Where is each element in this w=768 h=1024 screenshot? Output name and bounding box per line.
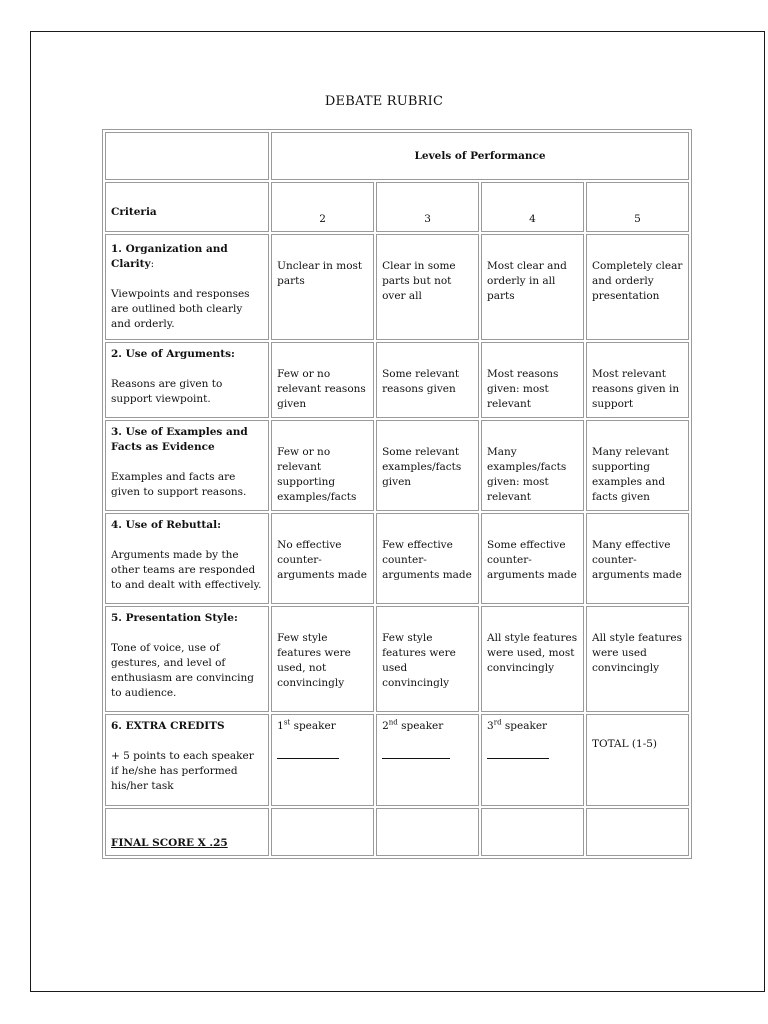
rubric-cell: Few effective counter-arguments made (376, 513, 479, 604)
extra-credits-cell (105, 714, 269, 806)
criterion-cell (105, 234, 269, 340)
speaker-label: speaker (401, 720, 444, 732)
speaker-ordinal: nd (388, 718, 398, 727)
rubric-cell: Some relevant reasons given (376, 342, 479, 418)
table-row (105, 606, 689, 712)
rubric-cell: Few or no relevant reasons given (271, 342, 374, 418)
level-5-header: 5 (586, 182, 689, 232)
criterion-title: 4. Use of Rebuttal: (111, 519, 221, 531)
criterion-cell (105, 513, 269, 604)
rubric-cell: Many examples/facts given: most relevant (481, 420, 584, 511)
rubric-cell: Few or no relevant supporting examples/facts (271, 420, 374, 511)
criterion-title-suffix: : (150, 258, 155, 270)
rubric-cell: Some effective counter-arguments made (481, 513, 584, 604)
score-blank-line (277, 758, 339, 759)
rubric-cell: Clear in some parts but not over all (376, 234, 479, 340)
header-row-criteria (105, 182, 689, 232)
extra-credits-description: + 5 points to each speaker if he/she has performed his/her task (111, 750, 254, 792)
speaker-label: speaker (293, 720, 336, 732)
speaker-cell (376, 714, 479, 806)
rubric-cell: Few style features were used convincingly (376, 606, 479, 712)
rubric-cell: Most clear and orderly in all parts (481, 234, 584, 340)
speaker-ordinal: st (283, 718, 291, 727)
table-row (105, 420, 689, 511)
rubric-cell: Unclear in most parts (271, 234, 374, 340)
final-score-cell (271, 808, 374, 856)
criterion-cell (105, 420, 269, 511)
level-3-header: 3 (376, 182, 479, 232)
criterion-cell (105, 606, 269, 712)
rubric-cell: Completely clear and orderly presentation (586, 234, 689, 340)
rubric-cell: Many effective counter-arguments made (586, 513, 689, 604)
criterion-title: 1. Organization and Clarity (111, 243, 228, 270)
criterion-title: 5. Presentation Style: (111, 612, 238, 624)
speaker-number: 2 (382, 720, 389, 732)
criterion-description: Reasons are given to support viewpoint. (111, 378, 223, 405)
criteria-header: Criteria (105, 182, 269, 232)
empty-header-cell (105, 132, 269, 180)
score-blank-line (487, 758, 549, 759)
speaker-ordinal: rd (493, 718, 502, 727)
speaker-label: speaker (504, 720, 548, 732)
extra-credits-row (105, 714, 689, 806)
criterion-description: Examples and facts are given to support reasons. (111, 471, 247, 498)
speaker-cell (481, 714, 584, 806)
final-score-cell (586, 808, 689, 856)
header-row-levels (105, 132, 689, 180)
speaker-cell (271, 714, 374, 806)
score-blank-line (382, 758, 450, 759)
rubric-cell: All style features were used, most convincingly (481, 606, 584, 712)
final-score-row (105, 808, 689, 856)
levels-of-performance-header: Levels of Performance (271, 132, 689, 180)
table-row (105, 342, 689, 418)
level-2-header: 2 (271, 182, 374, 232)
criterion-title: 3. Use of Examples and Facts as Evidence (111, 426, 248, 453)
rubric-cell: All style features were used convincingly (586, 606, 689, 712)
level-4-header: 4 (481, 182, 584, 232)
criterion-description: Viewpoints and responses are outlined both clearly and orderly. (111, 288, 250, 330)
rubric-table (102, 129, 692, 859)
total-cell: TOTAL (1-5) (586, 714, 689, 806)
table-row (105, 513, 689, 604)
criterion-description: Tone of voice, use of gestures, and level of enthusiasm are convincing to audience. (111, 642, 254, 699)
rubric-cell: Few style features were used, not convincingly (271, 606, 374, 712)
rubric-cell: Most reasons given: most relevant (481, 342, 584, 418)
criterion-description: Arguments made by the other teams are responded to and dealt with effectively. (111, 549, 262, 591)
criterion-cell (105, 342, 269, 418)
rubric-cell: No effective counter-arguments made (271, 513, 374, 604)
document-title: DEBATE RUBRIC (324, 94, 444, 109)
rubric-cell: Most relevant reasons given in support (586, 342, 689, 418)
final-score-label: FINAL SCORE X .25 (105, 808, 269, 856)
rubric-cell: Many relevant supporting examples and facts given (586, 420, 689, 511)
criterion-title: 2. Use of Arguments: (111, 348, 235, 360)
final-score-cell (481, 808, 584, 856)
extra-credits-title: 6. EXTRA CREDITS (111, 720, 225, 732)
rubric-cell: Some relevant examples/facts given (376, 420, 479, 511)
speaker-number: 3 (487, 720, 494, 732)
speaker-number: 1 (277, 720, 284, 732)
table-row (105, 234, 689, 340)
final-score-cell (376, 808, 479, 856)
